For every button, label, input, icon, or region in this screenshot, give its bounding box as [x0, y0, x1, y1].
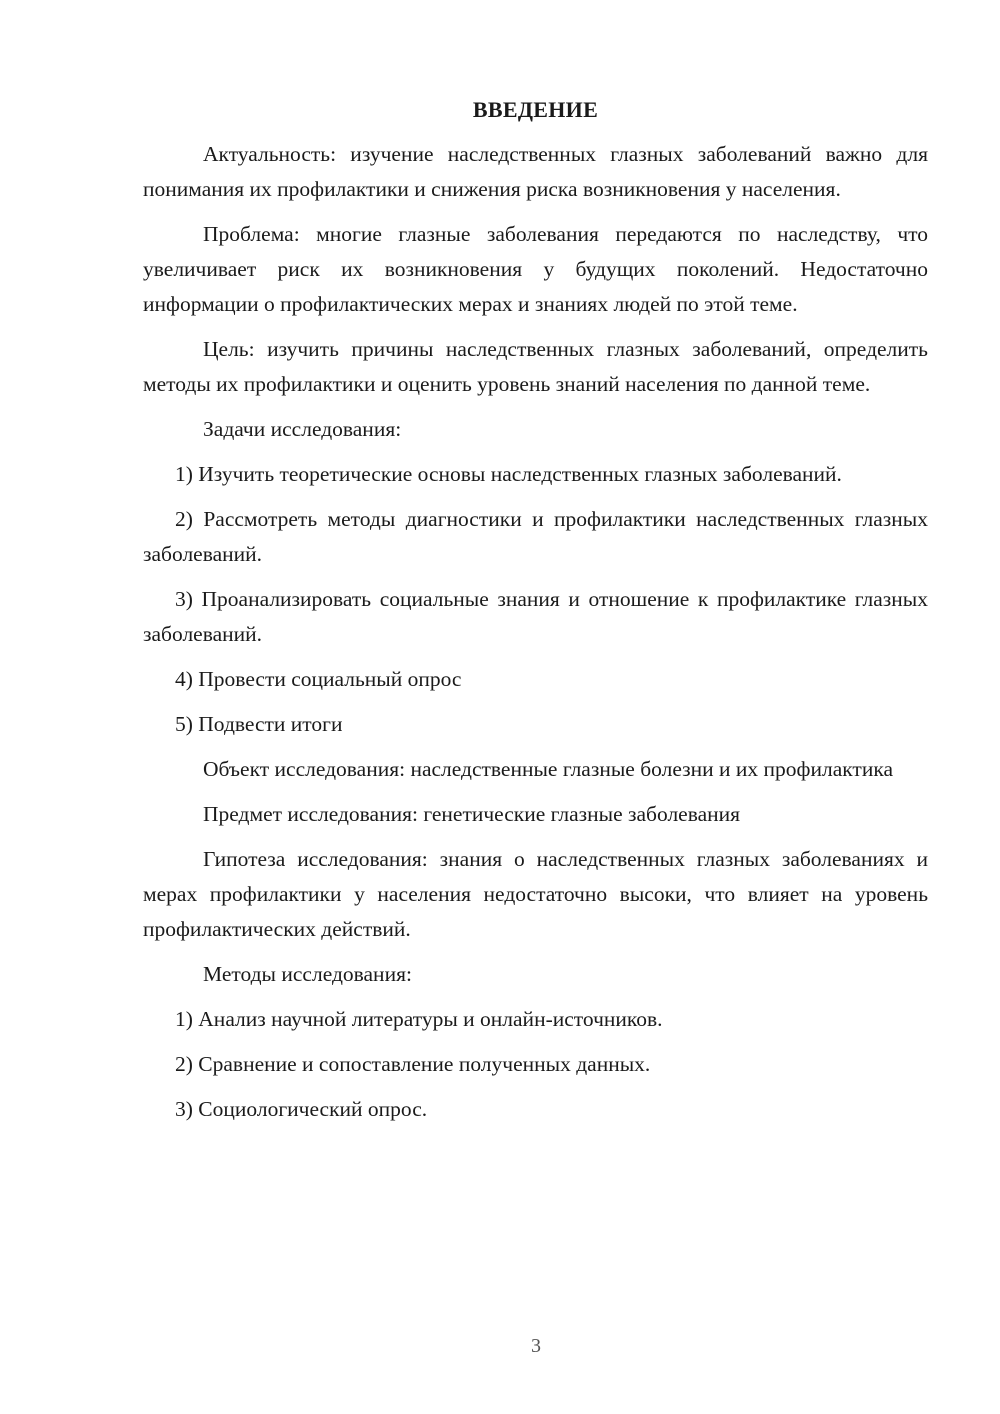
methods-heading: Методы исследования:	[203, 962, 412, 986]
research-subject: Предмет исследования: генетические глазные заболевания	[203, 802, 741, 826]
method-item-1: 1) Анализ научной литературы и онлайн-источников.	[175, 1007, 663, 1031]
section-title: ВВЕДЕНИЕ	[472, 97, 599, 122]
task-item-2: 2) Рассмотреть методы диагностики и профилактики наследственных глазных заболеваний.	[143, 507, 928, 566]
relevance-paragraph: Актуальность: изучение наследственных глазных заболеваний важно для понимания их профилактики и снижения риска возникновения у населения.	[143, 142, 928, 201]
method-item-3: 3) Социологический опрос.	[175, 1097, 428, 1121]
task-item-4: 4) Провести социальный опрос	[175, 667, 462, 691]
problem-paragraph: Проблема: многие глазные заболевания передаются по наследству, что увеличивает риск их возникновения у будущих поколений. Недостаточно информации о профилактических мерах и знаниях людей по этой теме.	[143, 222, 928, 316]
research-hypothesis: Гипотеза исследования: знания о наследственных глазных заболеваниях и мерах профилактики у населения недостаточно высоки, что влияет на уровень профилактических действий.	[143, 847, 928, 941]
tasks-heading: Задачи исследования:	[203, 417, 402, 441]
task-item-1: 1) Изучить теоретические основы наследственных глазных заболеваний.	[175, 462, 842, 486]
goal-paragraph: Цель: изучить причины наследственных глазных заболеваний, определить методы их профилактики и оценить уровень знаний населения по данной теме.	[143, 337, 928, 396]
document-page	[143, 94, 928, 1137]
page-number: 3	[531, 1335, 541, 1357]
task-item-5: 5) Подвести итоги	[175, 712, 343, 736]
method-item-2: 2) Сравнение и сопоставление полученных данных.	[175, 1052, 651, 1076]
research-object: Объект исследования: наследственные глазные болезни и их профилактика	[203, 757, 893, 781]
task-item-3: 3) Проанализировать социальные знания и отношение к профилактике глазных заболеваний.	[143, 587, 928, 646]
